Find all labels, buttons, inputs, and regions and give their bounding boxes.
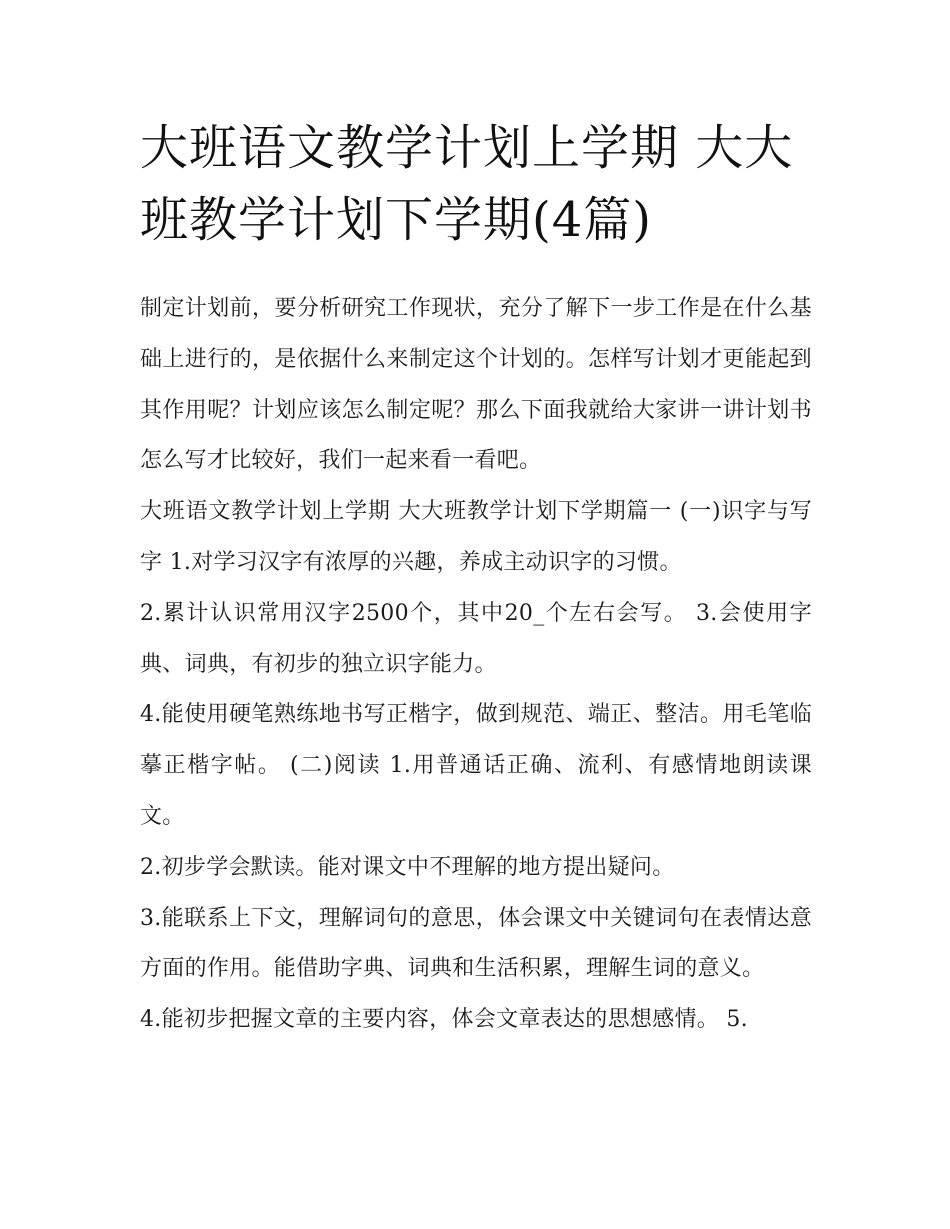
paragraph-literacy-1: 大班语文教学计划上学期 大大班教学计划下学期篇一 (一)识字与写字 1.对学习汉字有浓厚的兴趣，养成主动识字的习惯。	[140, 499, 812, 575]
document-page	[140, 112, 812, 1046]
paragraph-reading-2: 2.初步学会默读。能对课文中不理解的地方提出疑问。	[140, 854, 675, 880]
paragraph-writing: 4.能使用硬笔熟练地书写正楷字，做到规范、端正、整洁。用毛笔临摹正楷字帖。 (二)阅读 1.用普通话正确、流利、有感情地朗读课文。	[140, 702, 812, 829]
paragraph-reading-3: 3.能联系上下文，理解词句的意思，体会课文中关键词句在表情达意方面的作用。能借助字典、词典和生活积累，理解生词的意义。	[140, 905, 812, 982]
document-body	[140, 284, 812, 1046]
paragraph-intro: 制定计划前，要分析研究工作现状，充分了解下一步工作是在什么基础上进行的，是依据什么来制定这个计划的。怎样写计划才更能起到其作用呢？计划应该怎么制定呢？那么下面我就给大家讲一讲计划书怎么写才比较好，我们一起来看一看吧。	[140, 296, 812, 474]
paragraph-literacy-2: 2.累计认识常用汉字2500个，其中20_个左右会写。 3.会使用字典、词典，有初步的独立识字能力。	[140, 600, 812, 677]
document-title: 大班语文教学计划上学期 大大班教学计划下学期(4篇)	[140, 120, 794, 248]
paragraph-reading-4: 4.能初步把握文章的主要内容，体会文章表达的思想感情。 5.	[140, 1007, 748, 1033]
